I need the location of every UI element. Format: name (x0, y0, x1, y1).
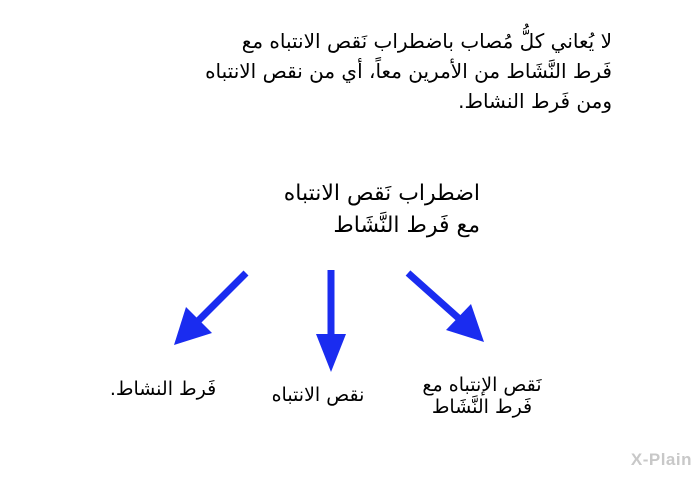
outcome-hyperactivity: فَرط النشاط. (109, 378, 217, 400)
arrow-middle (316, 270, 346, 372)
intro-line-2: فَرط النَّشَاط من الأمرين معاً، أي من نقص الانتباه (205, 59, 612, 83)
outcome-inattention: نقص الانتباه (271, 384, 365, 406)
central-condition-line-2: مع فَرط النَّشَاط (333, 213, 480, 238)
intro-line-1: لا يُعاني كلُّ مُصاب باضطراب نَقص الانتباه مع (241, 29, 612, 53)
outcome-combined-line-2: فَرط النَّشَاط (431, 396, 533, 418)
arrow-right (408, 273, 484, 342)
arrow-left (174, 273, 246, 345)
intro-line-3: ومن فَرط النشاط. (458, 89, 612, 113)
outcome-combined (402, 374, 562, 418)
outcome-combined-line-1: نَقص الإنتباه مع (422, 374, 542, 396)
central-condition-line-1: اضطراب نَقص الانتباه (283, 181, 480, 206)
xplain-logo: X-Plain (630, 450, 692, 469)
